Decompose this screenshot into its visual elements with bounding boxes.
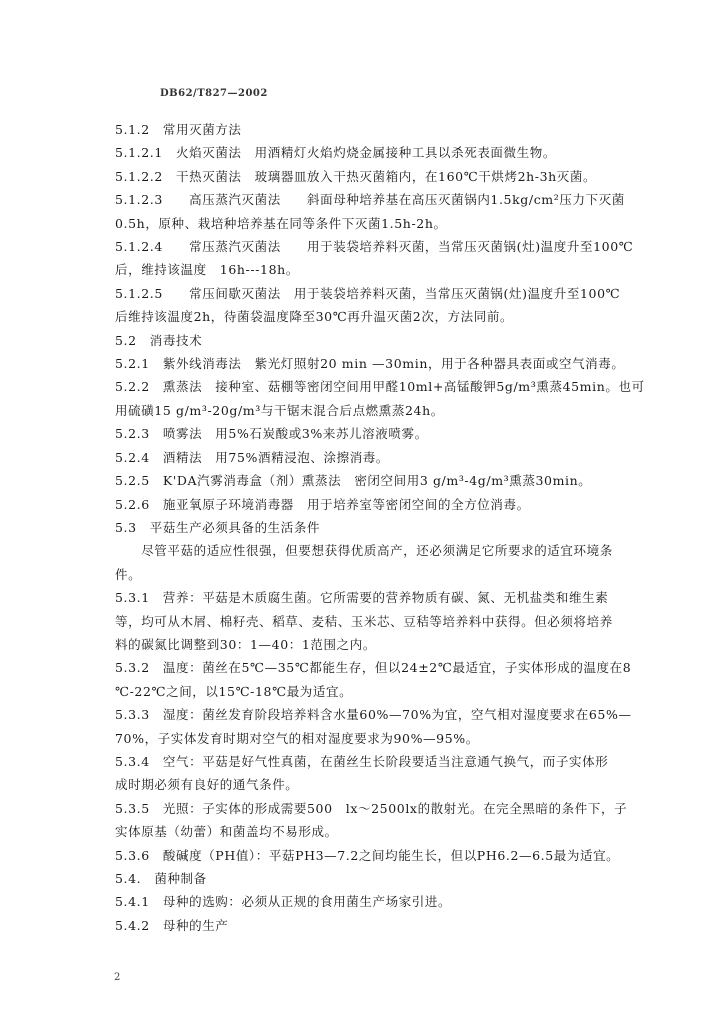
text-line: 5.1.2.1 火焰灭菌法 用酒精灯火焰灼烧金属接种工具以杀死表面微生物。	[115, 145, 556, 161]
text-line: 5.3.6 酸碱度（PH值）：平菇PH3—7.2之间均能生长，但以PH6.2—6.5最为适宜。	[115, 847, 620, 863]
text-line: 5.4. 菌种制备	[115, 871, 207, 886]
text-line: 5.2 消毒技术	[115, 332, 203, 348]
text-line: 5.3.4 空气：平菇是好气性真菌，在菌丝生长阶段要适当注意通气换气，而子实体形	[115, 753, 609, 769]
text-line: 5.2.1 紫外线消毒法 紫光灯照射20 min —30min，用于各种器具表面或空气消毒。	[115, 356, 625, 372]
text-line: 5.3.2 温度：菌丝在5℃—35℃都能生存，但以24±2℃最适宜，子实体形成的温度在8	[115, 660, 632, 676]
text-line: 5.2.2 熏蒸法 接种室、菇棚等密闭空间用甲醛10ml+高锰酸钾5g/m³熏蒸45min。也可	[115, 379, 645, 395]
text-line: 5.3 平菇生产必须具备的生活条件	[115, 519, 321, 535]
text-line: 5.3.3 湿度：菌丝发育阶段培养料含水量60%—70%为宜，空气相对湿度要求在65%—	[115, 707, 632, 723]
text-line: 实体原基（幼蕾）和菌盖均不易形成。	[115, 824, 338, 840]
text-line: ℃-22℃之间，以15℃-18℃最为适宜。	[115, 683, 353, 699]
text-line: 5.4.2 母种的生产	[115, 917, 229, 933]
text-line: 料的碳氮比调整到30：1—40：1范围之内。	[115, 636, 376, 652]
document-body	[115, 118, 700, 937]
text-line: 70%，子实体发育时期对空气的相对湿度要求为90%—95%。	[115, 730, 479, 746]
text-line: 5.2.6 施亚氧原子环境消毒器 用于培养室等密闭空间的全方位消毒。	[115, 496, 530, 512]
text-line: 用硫磺15 g/m³-20g/m³与干锯末混合后点燃熏蒸24h。	[115, 402, 444, 418]
text-line: 件。	[115, 566, 142, 582]
text-line: 后维持该温度2h，待菌袋温度降至30℃再升温灭菌2次，方法同前。	[115, 309, 514, 325]
text-line: 5.2.4 酒精法 用75%酒精浸泡、涂擦消毒。	[115, 449, 389, 465]
text-line: 5.1.2.3 高压蒸汽灭菌法 斜面母种培养基在高压灭菌锅内1.5kg/cm²压力下灭菌	[115, 192, 625, 208]
text-line: 5.1.2.2 干热灭菌法 玻璃器皿放入干热灭菌箱内，在160℃干烘烤2h-3h灭菌。	[115, 168, 597, 184]
text-line: 成时期必须有良好的通气条件。	[115, 777, 299, 793]
text-line: 5.2.5 K'DA汽雾消毒盒（剂）熏蒸法 密闭空间用3 g/m³-4g/m³熏蒸30min。	[115, 473, 592, 489]
text-line: 5.1.2 常用灭菌方法	[115, 122, 242, 137]
text-line: 5.3.1 营养：平菇是木质腐生菌。它所需要的营养物质有碳、氮、无机盐类和维生素	[115, 590, 609, 606]
text-line: 等，均可从木屑、棉籽壳、稻草、麦秸、玉米芯、豆秸等培养料中获得。但必须将培养	[115, 613, 613, 629]
text-line: 5.2.3 喷雾法 用5%石炭酸或3%来苏儿溶液喷雾。	[115, 426, 428, 442]
text-line: 后，维持该温度 16h---18h。	[115, 262, 299, 278]
text-line: 5.3.5 光照：子实体的形成需要500 lx～2500lx的散射光。在完全黑暗的条件下，子	[115, 800, 628, 816]
text-line: 0.5h，原种、栽培种培养基在同等条件下灭菌1.5h-2h。	[115, 215, 447, 231]
text-line: 尽管平菇的适应性很强，但要想获得优质高产，还必须满足它所要求的适宜环境条	[115, 543, 613, 559]
text-line: 5.1.2.5 常压间歇灭菌法 用于装袋培养料灭菌，当常压灭菌锅(灶)温度升至100℃	[115, 285, 621, 301]
document-code-header: DB62/T827—2002	[160, 88, 268, 99]
text-line: 5.1.2.4 常压蒸汽灭菌法 用于装袋培养料灭菌，当常压灭菌锅(灶)温度升至100℃	[115, 239, 634, 255]
page-number: 2	[114, 972, 121, 983]
text-line: 5.4.1 母种的选购：必须从正规的食用菌生产场家引进。	[115, 894, 452, 910]
